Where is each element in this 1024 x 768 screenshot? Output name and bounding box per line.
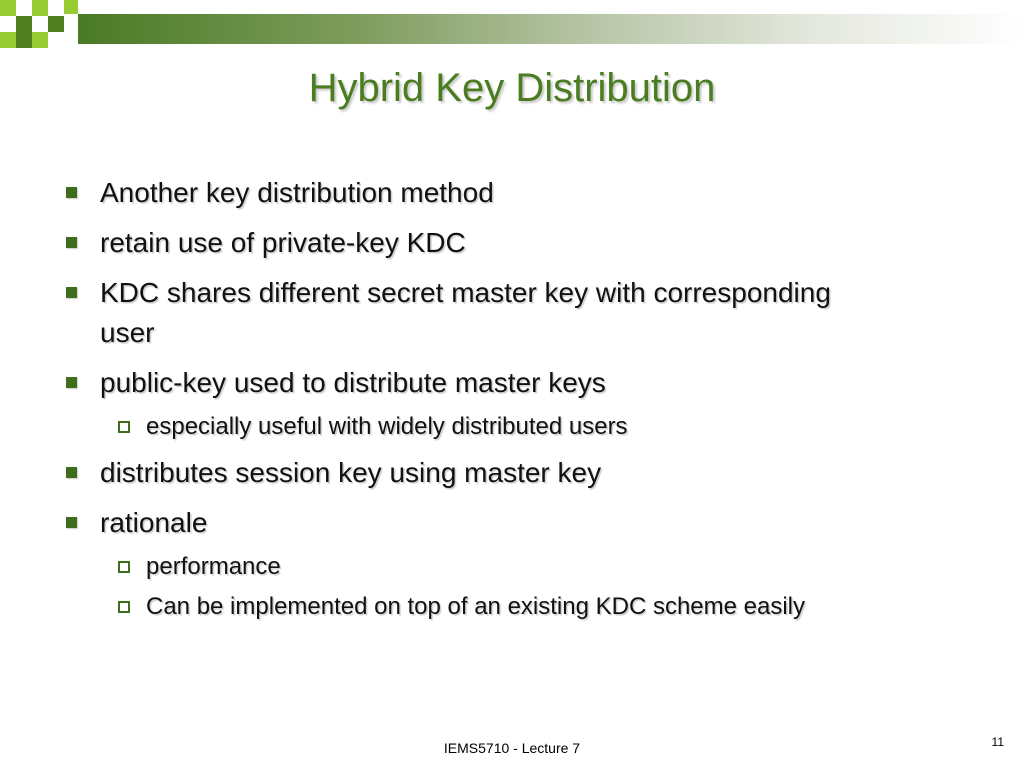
bullet-text: distributes session key using master key [100, 457, 602, 488]
sub-bullet-item [100, 551, 1006, 583]
sub-bullet-text: performance [146, 553, 281, 580]
decorative-square [16, 32, 32, 48]
filled-square-bullet-icon [66, 377, 77, 388]
hollow-square-bullet-icon [118, 421, 130, 433]
hollow-square-bullet-icon [118, 561, 130, 573]
bullet-item [66, 173, 1006, 213]
bullet-text: rationale [100, 507, 208, 538]
footer-text: IEMS5710 - Lecture 7 [443, 740, 581, 756]
decorative-square [0, 0, 16, 16]
bullet-item [66, 453, 1006, 493]
header-gradient-bar [78, 14, 1024, 44]
bullet-text: Another key distribution method [100, 177, 494, 208]
sub-bullet-list [100, 551, 1006, 623]
decorative-square [0, 32, 16, 48]
bullet-item [66, 363, 1006, 443]
sub-bullet-text: Can be implemented on top of an existing KDC scheme easily [146, 593, 806, 620]
sub-bullet-item [100, 591, 1006, 623]
bullet-text: retain use of private-key KDC [100, 227, 466, 258]
bullet-item [66, 273, 1006, 353]
bullet-item [66, 223, 1006, 263]
bullet-text: public-key used to distribute master keys [100, 367, 606, 398]
filled-square-bullet-icon [66, 287, 77, 298]
filled-square-bullet-icon [66, 517, 77, 528]
decorative-square [32, 0, 48, 16]
slide-title: Hybrid Key Distribution [308, 66, 716, 110]
sub-bullet-item [100, 411, 1006, 443]
bullet-list [66, 173, 1006, 623]
bullet-text: KDC shares different secret master key with corresponding user [100, 277, 831, 348]
decorative-square [16, 16, 32, 32]
decorative-square [32, 32, 48, 48]
sub-bullet-list [100, 411, 1006, 443]
decorative-square [64, 0, 78, 14]
hollow-square-bullet-icon [118, 601, 130, 613]
bullet-item [66, 503, 1006, 623]
filled-square-bullet-icon [66, 467, 77, 478]
decorative-square [48, 16, 64, 32]
filled-square-bullet-icon [66, 187, 77, 198]
filled-square-bullet-icon [66, 237, 77, 248]
sub-bullet-text: especially useful with widely distributed users [146, 413, 628, 440]
page-number: 11 [991, 735, 1004, 749]
